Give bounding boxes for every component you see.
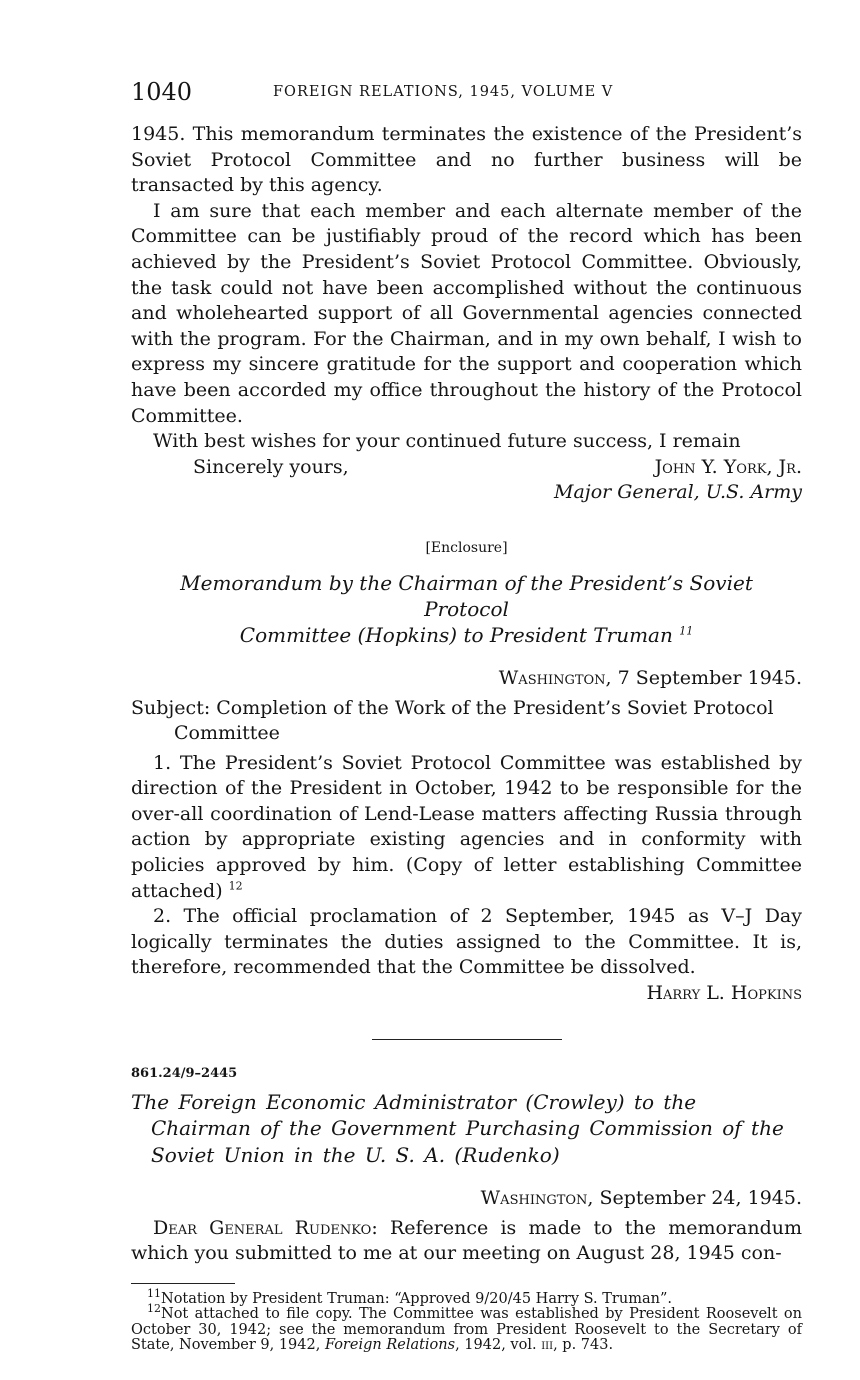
footnote-citation-title: Foreign Relations: [324, 1337, 456, 1354]
subject-line: Subject: Completion of the Work of the President’s Soviet Protocol Committee: [131, 696, 774, 745]
letter-paragraph: I am sure that each member and each alternate member of the Committee can be justifiably proud of the record which has been achieved by the President’s Soviet Protocol Committee. Obviously, the task could not have been accomplished without the continuous and wholehearted support of all Governmental agencies connected with the program. For the Chairman, and in my own behalf, I wish to express my sincere gratitude for the support and cooperation which have been accorded my office throughout the history of the Protocol Committee.: [131, 199, 802, 427]
memorandum-body: [131, 666, 802, 1007]
memorandum-title-line: [145, 622, 788, 648]
dateline-place: Washington: [498, 666, 606, 689]
footnote-text: Notation by President Truman: “Approved 9/20/45 Harry S. Truman”.: [161, 1290, 672, 1307]
enclosure-label: [Enclosure]: [425, 539, 508, 556]
footnote-text: , p. 743.: [553, 1337, 614, 1354]
page-number: 1040: [131, 78, 193, 106]
letter-section: [131, 122, 802, 506]
document-title: The Foreign Economic Administrator (Crowley) to the Chairman of the Government Purchasing Commission of the Soviet Union in the U. S. A. (Rudenko): [131, 1089, 784, 1167]
letter-closing: [131, 455, 802, 481]
dateline-place: Washington: [480, 1187, 588, 1210]
signature-name: John Y. York, Jr.: [654, 455, 802, 478]
document-body: [131, 1186, 802, 1267]
document-page: [131, 78, 802, 1354]
footnote-number: 12: [147, 1302, 161, 1316]
complimentary-close: Sincerely yours,: [193, 455, 349, 478]
footnote: [131, 1302, 802, 1354]
section-divider: [372, 1039, 562, 1040]
dateline-date: , September 24, 1945.: [587, 1187, 802, 1210]
memorandum-title-text: Committee (Hopkins) to President Truman: [239, 622, 673, 647]
footnote-text: Not attached to file copy. The Committee was established by President Roosevelt on October 30, 1942; see the memorandum from President Roosevelt to the Secretary of State, November 9, 1942,: [131, 1306, 802, 1354]
memo-item: [131, 751, 802, 905]
running-title: FOREIGN RELATIONS, 1945, VOLUME V: [273, 84, 614, 100]
memo-item-text: 1. The President’s Soviet Protocol Committee was established by direction of the President in October, 1942 to be responsible for the over-all coordination of Lend-Lease matters affecting Russia through action by appropriate existing agencies and in conformity with policies approved by him. (Copy of letter establishing Committee attached): [131, 751, 802, 902]
signature-name: Harry L. Hopkins: [646, 982, 802, 1005]
memorandum-title-line: Memorandum by the Chairman of the President’s Soviet Protocol: [180, 570, 753, 621]
footnote-text: , 1942, vol.: [455, 1337, 542, 1354]
footnote-number: 11: [147, 1287, 161, 1301]
memorandum-title: [131, 570, 802, 648]
dateline: [131, 1186, 802, 1212]
file-number: 861.24/9–2445: [131, 1065, 238, 1081]
footnote-ref[interactable]: 11: [679, 624, 694, 638]
footnote-ref[interactable]: 12: [228, 879, 243, 893]
dateline-date: , 7 September 1945.: [605, 666, 802, 689]
dateline: [131, 666, 802, 692]
salutation: Dear General Rudenko: [153, 1216, 372, 1239]
letter-paragraph: With best wishes for your continued future success, I remain: [153, 430, 741, 453]
letter-paragraph: 1945. This memorandum terminates the existence of the President’s Soviet Protocol Committee and no further business will be transacted by this agency.: [131, 123, 802, 197]
footnote-divider: [131, 1283, 235, 1284]
footnotes: [131, 1287, 802, 1354]
letter-opening: [131, 1216, 802, 1267]
letter-text: : Reference is made to the memorandum which you submitted to me at our meeting on August 28, 1945 con-: [131, 1216, 803, 1265]
footnote-volume: iii: [541, 1337, 554, 1354]
signature-title: Major General, U.S. Army: [554, 481, 802, 504]
memo-item: 2. The official proclamation of 2 September, 1945 as V–J Day logically terminates the duties assigned to the Committee. It is, therefore, recommended that the Committee be dissolved.: [131, 905, 802, 979]
page-header: [131, 78, 802, 108]
